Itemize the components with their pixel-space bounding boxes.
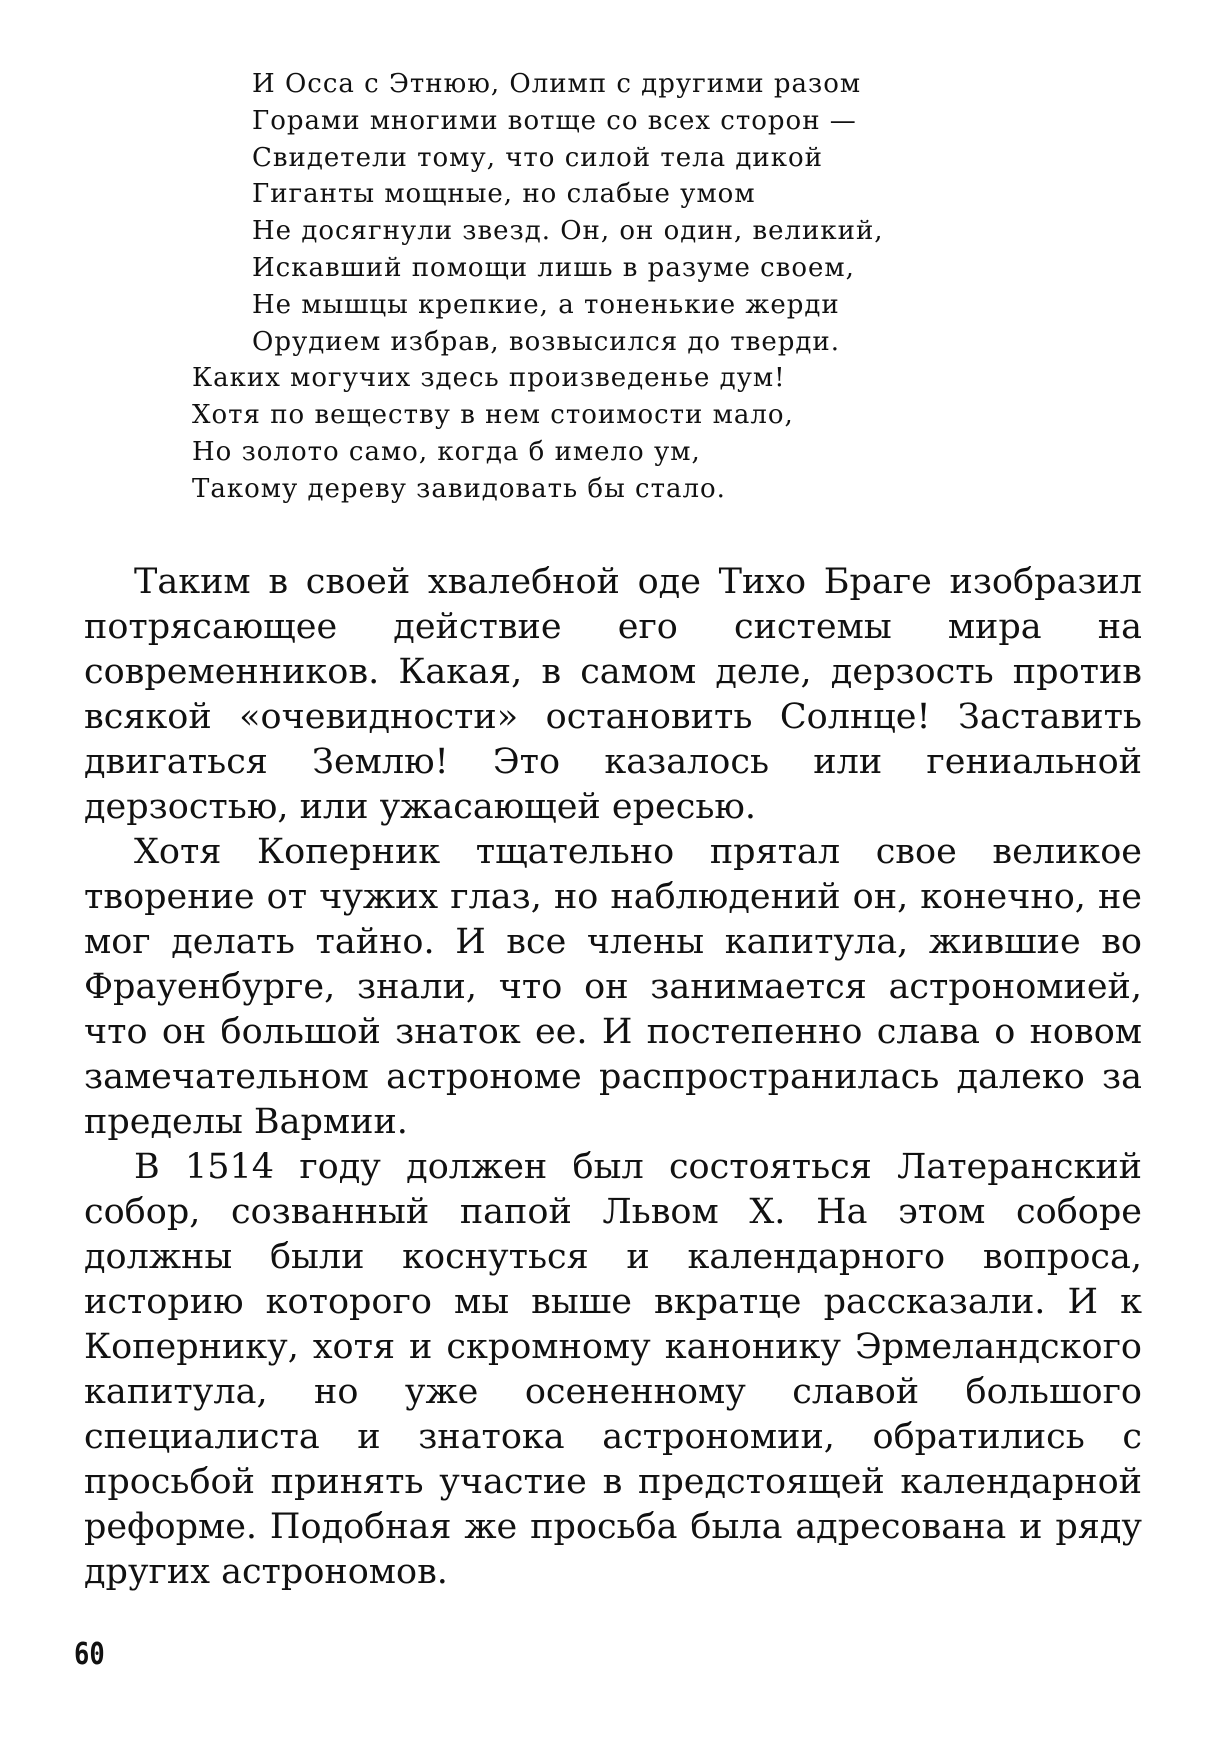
verse-line: Искавший помощи лишь в разуме своем,: [252, 252, 855, 283]
verse-line: Не мышцы крепкие, а тоненькие жерди: [252, 289, 840, 320]
verse-line: Не досягнули звезд. Он, он один, великий,: [252, 216, 884, 247]
body-text: [84, 560, 1142, 1595]
paragraph: Таким в своей хвалебной оде Тихо Браге изобразил потрясающее действие его системы мира на современников. Какая, в самом деле, дерзость против всякой «очевидности» остановить Солнце! Заставить двигаться Землю! Это казалось или гениальной дерзостью, или ужасающей ересью.: [84, 562, 1142, 827]
verse-line: Гиганты мощные, но слабые умом: [252, 179, 756, 210]
verse-line: Орудием избрав, возвысился до тверди.: [252, 326, 840, 357]
verse-line: Такому дереву завидовать бы стало.: [192, 473, 726, 504]
verse-quote: [192, 66, 1052, 508]
verse-line: И Осса с Этнюю, Олимп с другими разом: [252, 69, 862, 99]
verse-line: Хотя по веществу в нем стоимости мало,: [192, 400, 794, 431]
paragraph: Хотя Коперник тщательно прятал свое великое творение от чужих глаз, но наблюдений он, конечно, не мог делать тайно. И все члены капитула, жившие во Фрауенбурге, знали, что он занимается астрономией, что он большой знаток ее. И постепенно слава о новом замечательном астрономе распространилась далеко за пределы Вармии.: [84, 832, 1142, 1142]
page-number: 60: [74, 1637, 105, 1672]
verse-line: Свидетели тому, что силой тела дикой: [252, 142, 823, 173]
verse-line: Каких могучих здесь произведенье дум!: [192, 363, 786, 394]
verse-line: Горами многими вотще со всех сторон —: [252, 105, 857, 136]
verse-line: Но золото само, когда б имело ум,: [192, 436, 701, 467]
paragraph: В 1514 году должен был состояться Латеранский собор, созванный папой Львом X. На этом соборе должны были коснуться и календарного вопроса, историю которого мы выше вкратце рассказали. И к Копернику, хотя и скромному канонику Эрмеландского капитула, но уже осененному славой большого специалиста и знатока астрономии, обратились с просьбой принять участие в предстоящей календарной реформе. Подобная же просьба была адресована и ряду других астрономов.: [84, 1147, 1142, 1592]
